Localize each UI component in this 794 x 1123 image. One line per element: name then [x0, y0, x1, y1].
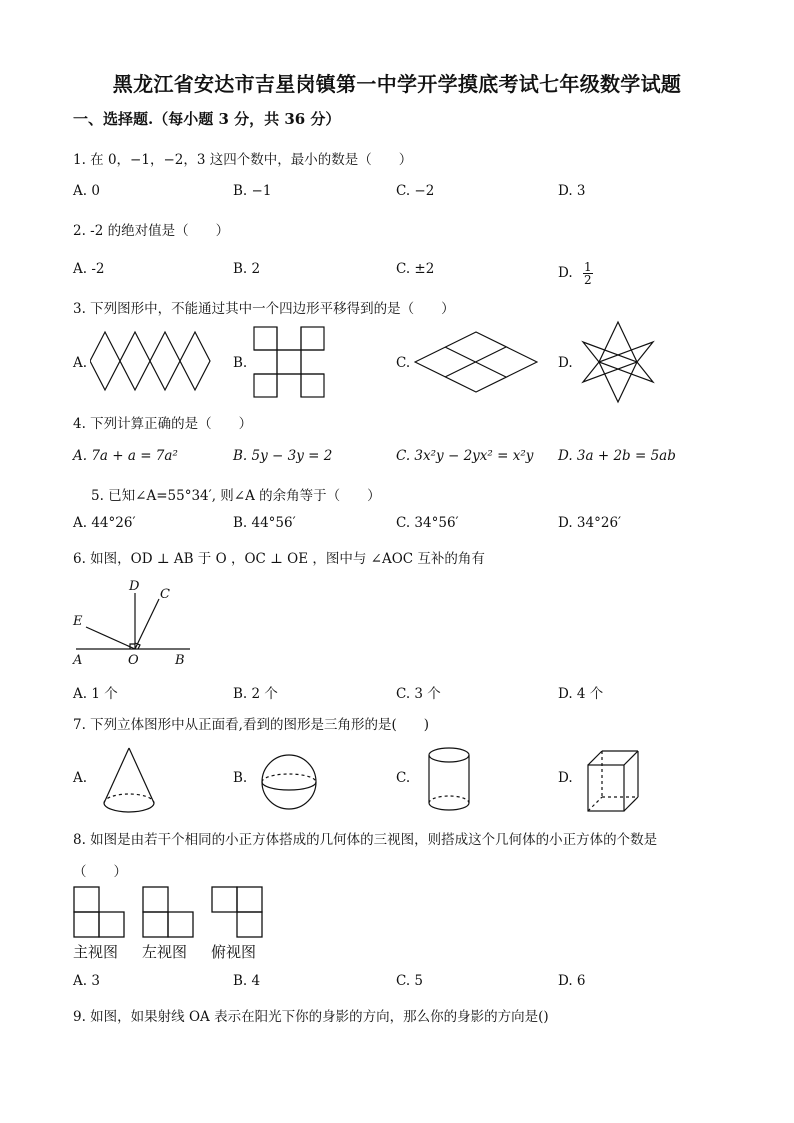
figure-square-grid [252, 325, 326, 399]
figure-left-view [141, 885, 195, 939]
question-5-stem: 5. 已知∠A=55°34′, 则∠A 的余角等于（ ） [91, 488, 381, 504]
q1-option-c: C. −2 [396, 183, 435, 199]
figure-rectangular-prism [586, 749, 642, 813]
figure-large-rhombus [414, 331, 538, 393]
q3-option-c: C. [396, 355, 411, 371]
figure-sphere [258, 753, 320, 811]
q7-option-c: C. [396, 770, 411, 786]
figure-front-view [72, 885, 126, 939]
q3-option-a: A. [73, 355, 88, 371]
question-8-paren: （ ） [73, 864, 127, 880]
q6-option-c: C. 3 个 [396, 686, 441, 702]
q4-option-d: D. 3a + 2b = 5ab [558, 448, 676, 464]
figure-cylinder [426, 745, 472, 815]
q2-option-d-label: D. [558, 265, 573, 281]
q5-option-b: B. 44°56′ [233, 515, 296, 531]
fraction-one-half [583, 261, 593, 286]
page-title: 黑龙江省安达市吉星岗镇第一中学开学摸底考试七年级数学试题 [112, 72, 682, 96]
q6-option-d: D. 4 个 [558, 686, 604, 702]
q8-option-c: C. 5 [396, 973, 424, 989]
q7-option-a: A. [73, 770, 88, 786]
q7-option-d: D. [558, 770, 573, 786]
q3-option-d: D. [558, 355, 573, 371]
label-b: B [175, 653, 185, 668]
q5-option-d: D. 34°26′ [558, 515, 622, 531]
q1-option-d: D. 3 [558, 183, 586, 199]
q2-option-d [558, 261, 593, 286]
question-7-stem: 7. 下列立体图形中从正面看,看到的图形是三角形的是( ) [73, 717, 429, 733]
q8-option-b: B. 4 [233, 973, 261, 989]
q2-option-c: C. ±2 [396, 261, 435, 277]
figure-cone [101, 746, 157, 816]
section-heading: 一、选择题.（每小题 3 分，共 36 分） [73, 110, 341, 128]
q8-option-a: A. 3 [73, 973, 100, 989]
q1-option-b: B. −1 [233, 183, 272, 199]
q6-option-b: B. 2 个 [233, 686, 278, 702]
q1-option-a: A. 0 [73, 183, 100, 199]
q3-option-b: B. [233, 355, 248, 371]
label-o: O [128, 653, 139, 668]
figure-six-point-star [576, 320, 660, 404]
question-9-stem: 9. 如图，如果射线 OA 表示在阳光下你的身影的方向，那么你的身影的方向是() [73, 1009, 549, 1025]
q2-option-a: A. -2 [73, 261, 105, 277]
figure-zigzag-rhombuses [90, 330, 212, 392]
q7-option-b: B. [233, 770, 248, 786]
fraction-denominator: 2 [583, 273, 592, 287]
label-e: E [73, 614, 83, 629]
ray-oc [135, 599, 159, 649]
question-1-stem: 1. 在 0，−1，−2，3 这四个数中，最小的数是（ ） [73, 152, 413, 168]
ray-oe [86, 627, 135, 649]
q4-option-b: B. 5y − 3y = 2 [233, 448, 333, 464]
question-2-stem: 2. -2 的绝对值是（ ） [73, 223, 230, 239]
caption-top-view: 俯视图 [211, 943, 257, 961]
fraction-numerator: 1 [583, 260, 592, 274]
question-8-stem: 8. 如图是由若干个相同的小正方体搭成的几何体的三视图，则搭成这个几何体的小正方体的个数是 [73, 832, 658, 848]
label-d: D [129, 579, 140, 594]
q6-option-a: A. 1 个 [73, 686, 118, 702]
figure-top-view [210, 885, 264, 939]
label-a: A [73, 653, 83, 668]
question-3-stem: 3. 下列图形中，不能通过其中一个四边形平移得到的是（ ） [73, 301, 455, 317]
q5-option-a: A. 44°26′ [73, 515, 136, 531]
q4-option-a: A. 7a + a = 7a² [73, 448, 178, 464]
caption-left-view: 左视图 [142, 943, 188, 961]
question-4-stem: 4. 下列计算正确的是（ ） [73, 416, 253, 432]
figure-angles-diagram [70, 576, 192, 670]
q5-option-c: C. 34°56′ [396, 515, 459, 531]
q2-option-b: B. 2 [233, 261, 261, 277]
q4-option-c: C. 3x²y − 2yx² = x²y [396, 448, 534, 464]
caption-front-view: 主视图 [73, 943, 119, 961]
label-c: C [160, 587, 170, 602]
question-6-stem: 6. 如图，OD ⊥ AB 于 O ，OC ⊥ OE ，图中与 ∠AOC 互补的角有 [73, 551, 485, 567]
q8-option-d: D. 6 [558, 973, 586, 989]
